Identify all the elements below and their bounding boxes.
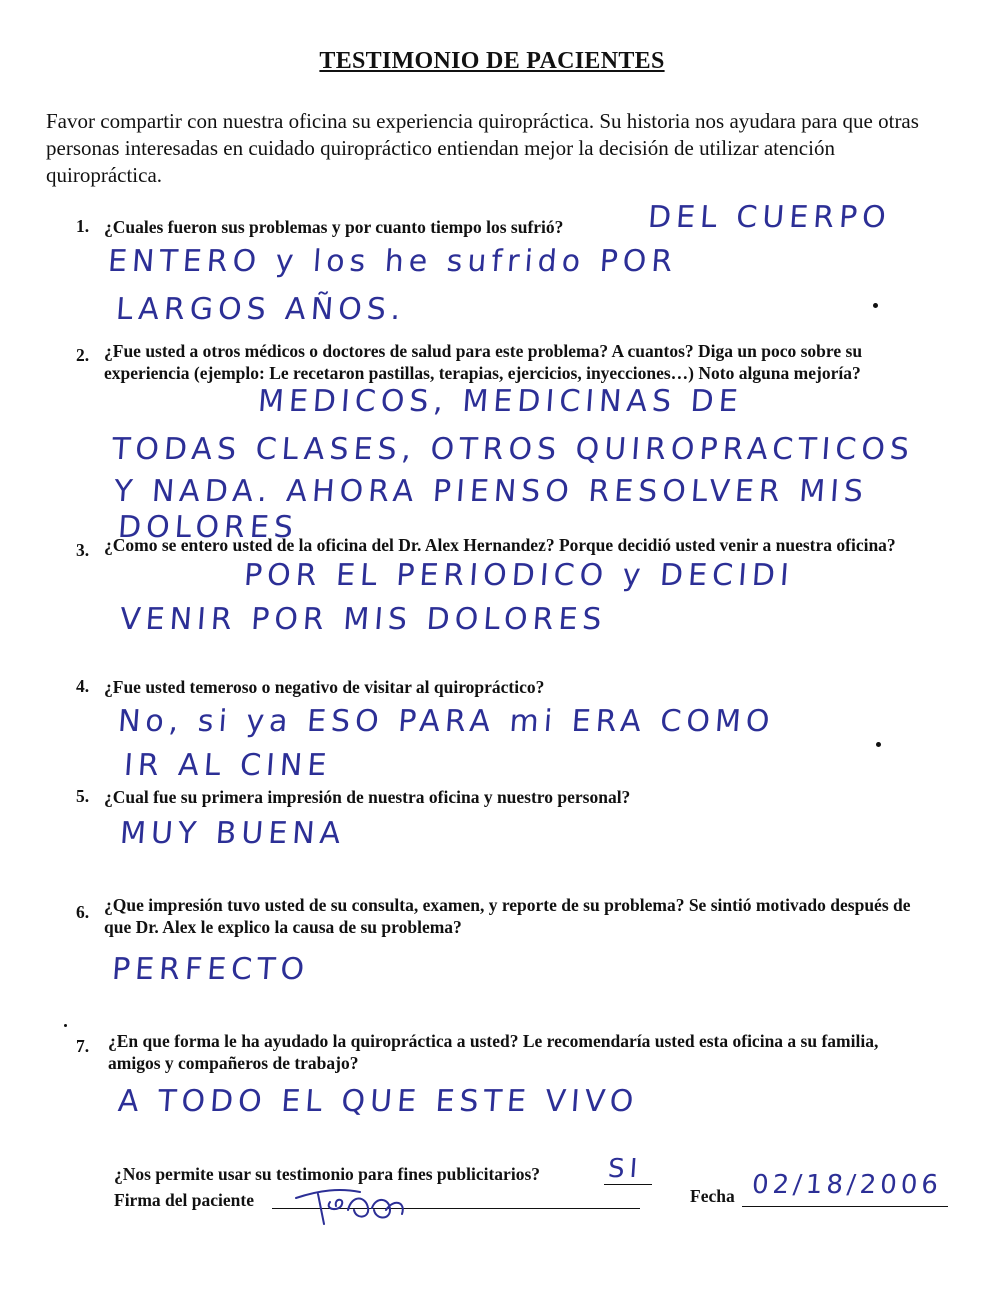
stray-mark <box>64 1024 67 1027</box>
question-2-number: 2. <box>76 345 90 365</box>
question-1-number: 1. <box>76 216 90 236</box>
signature-label: Firma del paciente <box>114 1190 254 1210</box>
date-value: 02/18/2006 <box>750 1170 943 1200</box>
question-1-text: ¿Cuales fueron sus problemas y por cuanto tiempo los sufrió? <box>104 217 564 237</box>
question-3-number: 3. <box>76 540 90 560</box>
intro-paragraph: Favor compartir con nuestra oficina su experiencia quiropráctica. Su historia nos ayudara para que otras personas interesadas en cuidado quiropráctico entiendan mejor la decisión de utilizar atención quiropráctica. <box>46 109 919 187</box>
answer-4-line-1: No, si ya ESO PARA mi ERA COMO <box>116 704 776 739</box>
permission-question: ¿Nos permite usar su testimonio para fines publicitarios? <box>114 1164 540 1184</box>
answer-2-line-4: DOLORES <box>116 510 300 545</box>
answer-3-line-2: VENIR POR MIS DOLORES <box>118 602 608 637</box>
answer-4-line-2: IR AL CINE <box>122 748 333 783</box>
answer-1-line-3: LARGOS AÑOS. <box>114 292 407 327</box>
answer-7-line-1: A TODO EL QUE ESTE VIVO <box>116 1084 640 1119</box>
answer-6-line-1: PERFECTO <box>110 952 311 987</box>
answer-2-line-2: TODAS CLASES, OTROS QUIROPRACTICOS <box>110 432 916 467</box>
question-5-number: 5. <box>76 786 90 806</box>
signature-scribble <box>290 1180 420 1228</box>
answer-2-line-1: MEDICOS, MEDICINAS DE <box>256 384 744 419</box>
question-6-text: ¿Que impresión tuvo usted de su consulta, examen, y reporte de su problema? Se sintió motivado después de que Dr. Alex le explico la causa de su problema? <box>104 895 911 937</box>
stray-mark <box>873 303 878 308</box>
question-7-text: ¿En que forma le ha ayudado la quiropráctica a usted? Le recomendaría usted esta oficina a su familia, amigos y compañeros de trabajo? <box>108 1031 879 1073</box>
question-7-number: 7. <box>76 1036 90 1056</box>
question-2-text: ¿Fue usted a otros médicos o doctores de salud para este problema? A cuantos? Diga un poco sobre su experiencia (ejemplo: Le recetaron pastillas, terapias, ejercicios, inyecciones…) Noto alguna mejoría? <box>104 341 863 383</box>
question-4-number: 4. <box>76 676 90 696</box>
stray-mark <box>876 742 881 747</box>
question-5-text: ¿Cual fue su primera impresión de nuestra oficina y nuestro personal? <box>104 787 631 807</box>
question-4-text: ¿Fue usted temeroso o negativo de visitar al quiropráctico? <box>104 677 545 697</box>
answer-5-line-1: MUY BUENA <box>118 816 347 851</box>
permission-answer: SI <box>606 1154 644 1184</box>
date-label: Fecha <box>690 1186 735 1206</box>
page-title: TESTIMONIO DE PACIENTES <box>319 48 665 74</box>
question-3-text: ¿Como se entero usted de la oficina del Dr. Alex Hernandez? Porque decidió usted venir a nuestra oficina? <box>104 535 896 555</box>
answer-1-line-2: ENTERO y los he sufrido POR <box>106 244 679 279</box>
question-6-number: 6. <box>76 902 90 922</box>
answer-3-line-1: POR EL PERIODICO y DECIDI <box>242 558 796 593</box>
answer-2-line-3: Y NADA. AHORA PIENSO RESOLVER MIS <box>112 474 870 509</box>
answer-1-line-1: DEL CUERPO <box>646 200 892 235</box>
